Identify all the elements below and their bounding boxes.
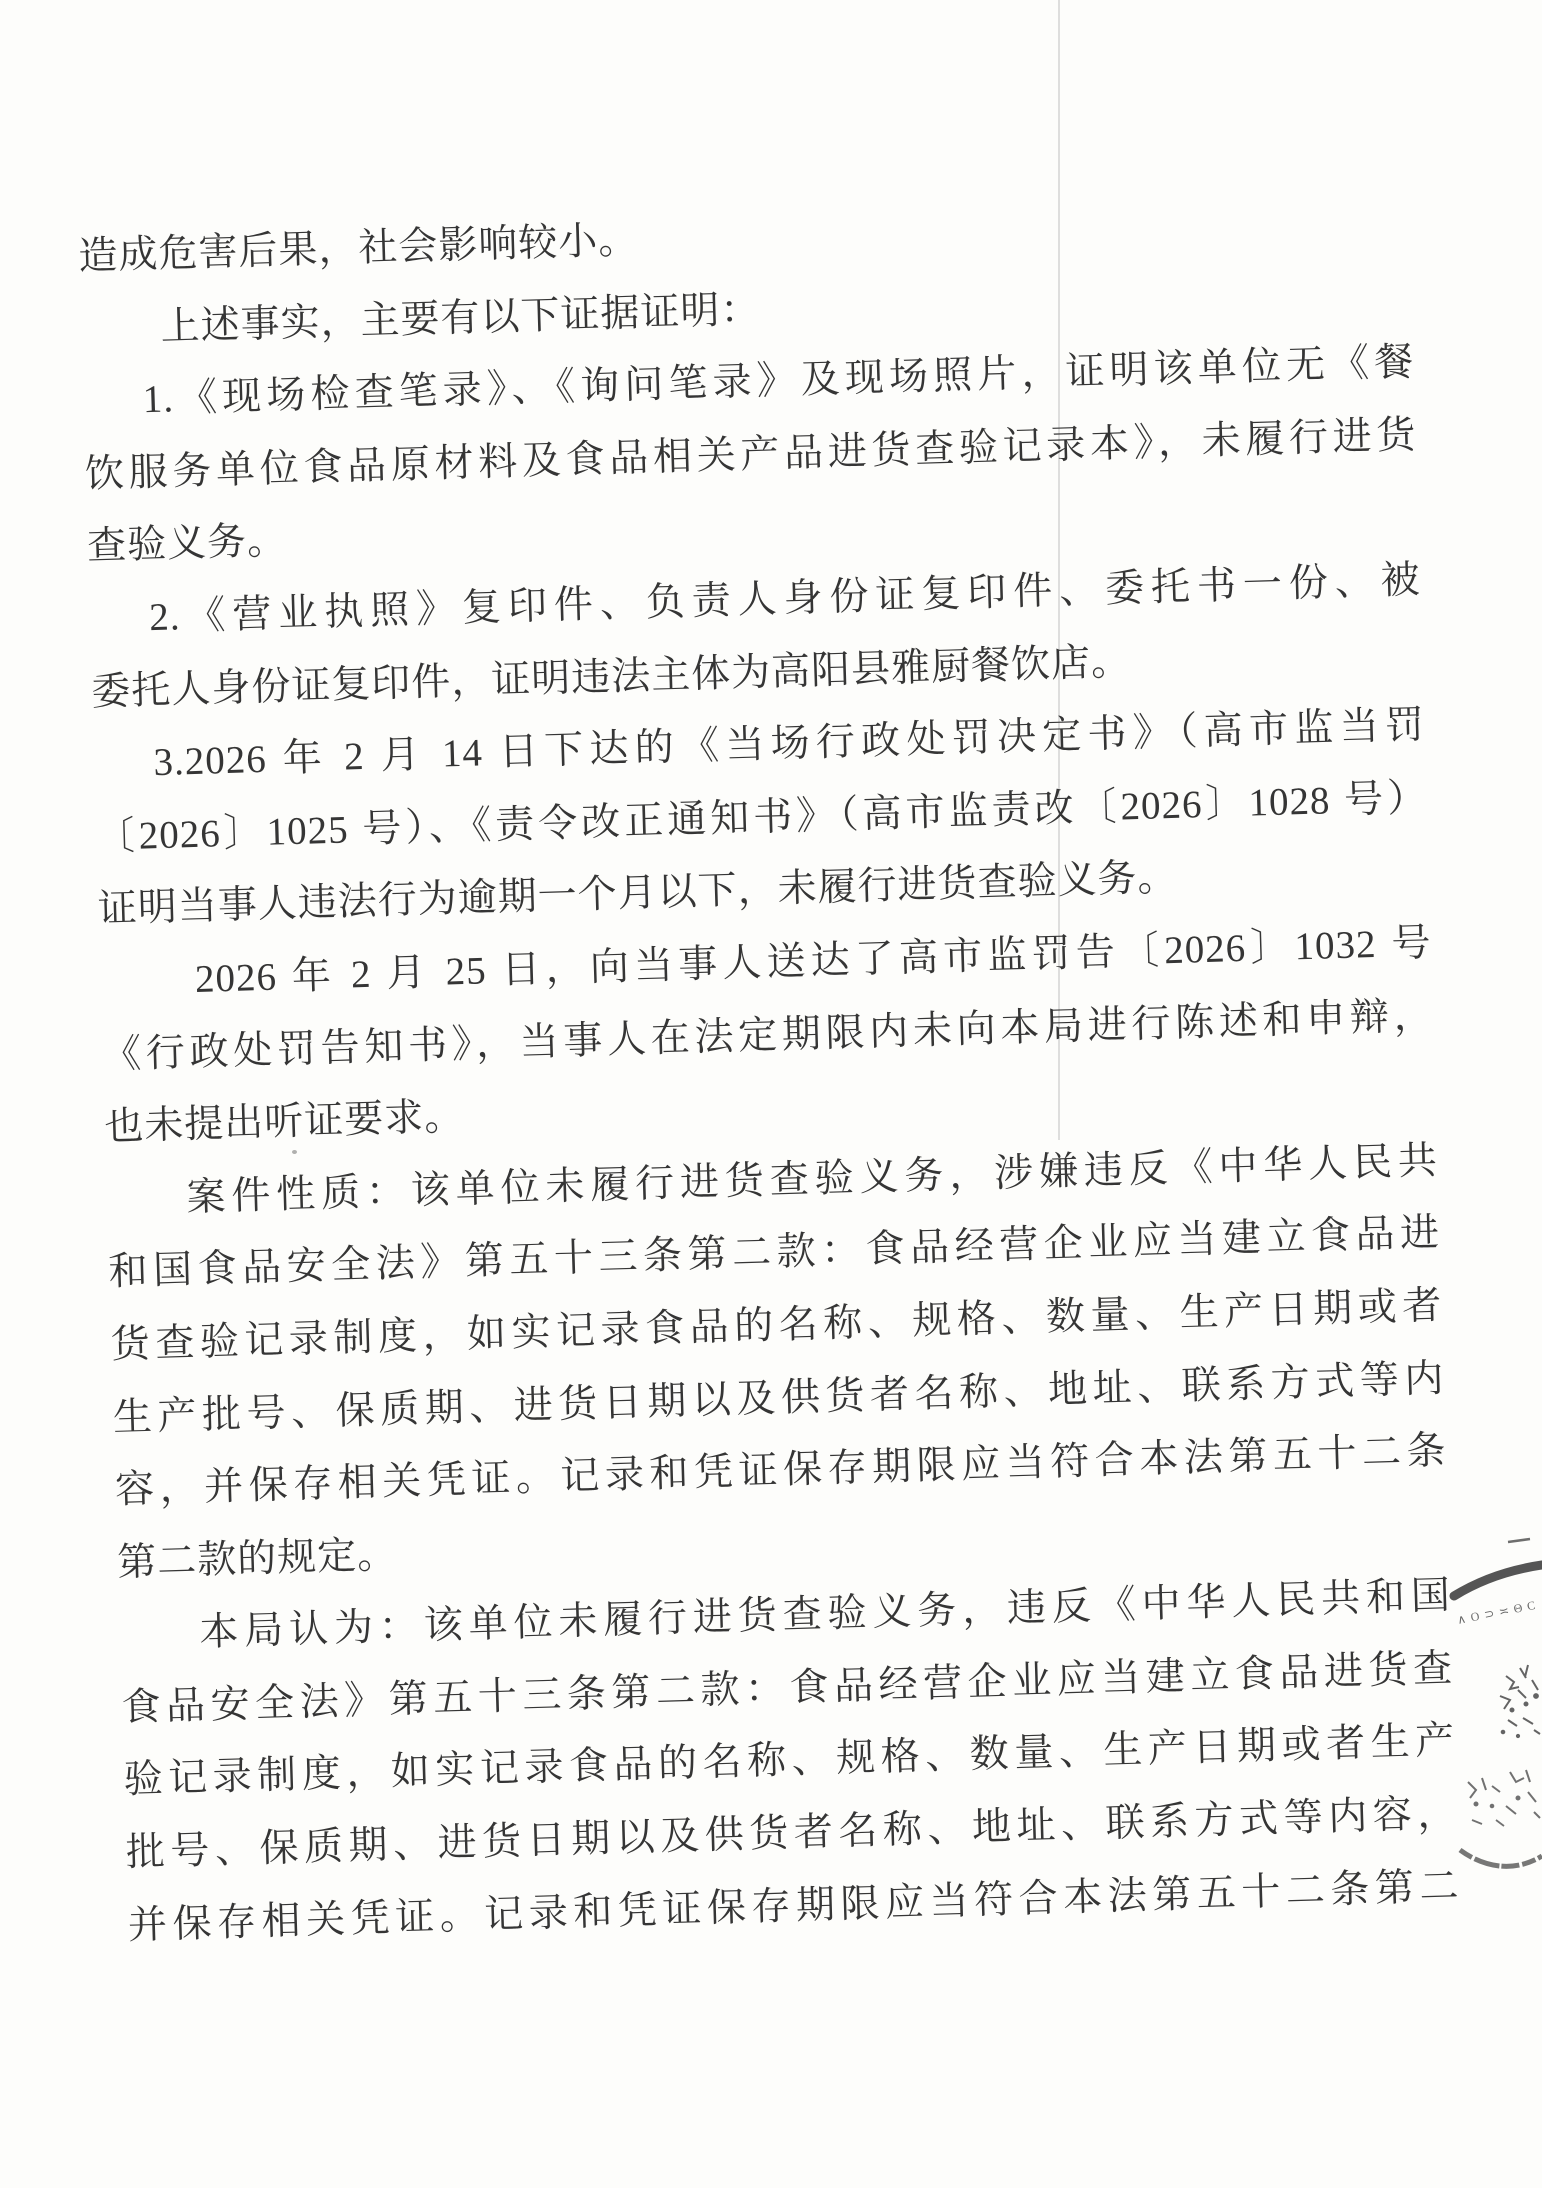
document-line: 案件性质：该单位未履行进货查验义务，涉嫌违反《中华人民共 (185, 1138, 1439, 1220)
document-line: 上述事实，主要有以下证据证明： (159, 287, 762, 349)
document-line: 证明当事人违法行为逾期一个月以下，未履行进货查验义务。 (97, 856, 1179, 932)
document-line: 2026 年 2 月 25 日，向当事人送达了高市监罚告〔2026〕1032 号 (194, 921, 1433, 1001)
document-text-block (77, 182, 1460, 1963)
document-line: 也未提出听证要求。 (103, 1095, 465, 1149)
document-line: 3.2026 年 2 月 14 日下达的《当场行政处罚决定书》（高市监当罚 (152, 703, 1426, 785)
document-line: 食品安全法》第五十三条第二款：食品经营企业应当建立食品进货查 (120, 1646, 1454, 1730)
document-line: 批号、保质期、进货日期以及供货者名称、地址、联系方式等内容， (125, 1791, 1458, 1875)
document-line: 第二款的规定。 (116, 1532, 398, 1585)
svg-text:∧O⊃≍ΘC: ∧O⊃≍ΘC (1455, 1597, 1542, 1627)
document-line: 〔2026〕1025 号）、《责令改正通知书》（高市监责改〔2026〕1028 号） (95, 776, 1428, 859)
document-line: 委托人身份证复印件，证明违法主体为高阳县雅厨餐饮店。 (90, 639, 1132, 714)
document-line: 货查验记录制度，如实记录食品的名称、规格、数量、生产日期或者 (110, 1284, 1443, 1367)
document-line: 验记录制度，如实记录食品的名称、规格、数量、生产日期或者生产 (123, 1719, 1456, 1802)
document-line: 2.《营业执照》复印件、负责人身份证复印件、委托书一份、被 (148, 558, 1422, 640)
document-line: 并保存相关凭证。记录和凭证保存期限应当符合本法第五十二条第二 (127, 1864, 1461, 1948)
document-line: 查验义务。 (86, 519, 288, 569)
document-line: 生产批号、保质期、进货日期以及供货者名称、地址、联系方式等内 (112, 1356, 1446, 1440)
document-line: 容，并保存相关凭证。记录和凭证保存期限应当符合本法第五十二条 (114, 1429, 1448, 1512)
document-line: 1.《现场检查笔录》、《询问笔录》及现场照片，证明该单位无《餐 (142, 340, 1415, 422)
document-line: 本局认为：该单位未履行进货查验义务，违反《中华人民共和国 (198, 1574, 1452, 1655)
document-line: 和国食品安全法》第五十三条第二款：食品经营企业应当建立食品进 (108, 1211, 1441, 1294)
partial-round-stamp-icon (1448, 1520, 1542, 1900)
document-line: 饮服务单位食品原材料及食品相关产品进货查验记录本》，未履行进货 (84, 413, 1418, 496)
document-line: 《行政处罚告知书》，当事人在法定期限内未向本局进行陈述和申辩， (101, 993, 1435, 1077)
document-line: 造成危害后果，社会影响较小。 (77, 218, 639, 279)
